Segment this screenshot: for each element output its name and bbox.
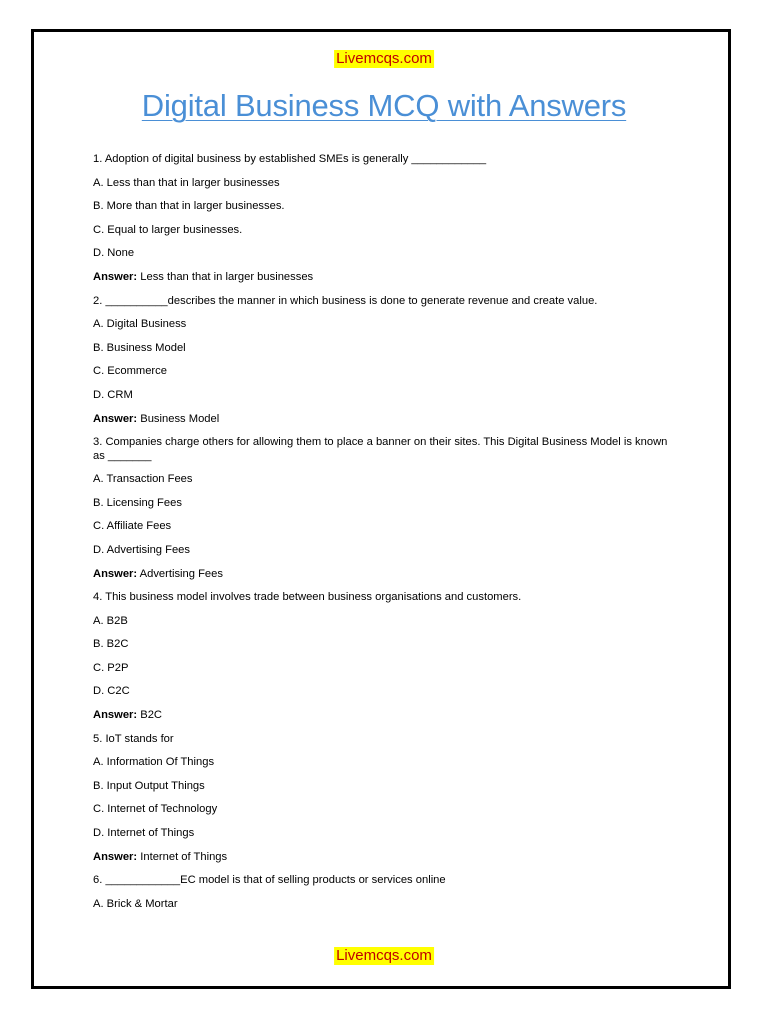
question-text: 5. IoT stands for — [93, 732, 174, 745]
option: A. Brick & Mortar — [93, 897, 178, 910]
option: C. Ecommerce — [93, 365, 167, 378]
option: B. Business Model — [93, 341, 186, 354]
option: B. B2C — [93, 638, 129, 651]
option: C. P2P — [93, 661, 129, 674]
answer-text: Internet of Things — [140, 850, 228, 863]
answer-line — [93, 850, 673, 864]
answer-text: B2C — [140, 709, 163, 722]
answer-label: Answer: — [93, 850, 138, 863]
option: D. Advertising Fees — [93, 543, 190, 556]
option: A. Information Of Things — [93, 756, 215, 769]
option: A. Transaction Fees — [93, 473, 193, 486]
question-text: 1. Adoption of digital business by established SMEs is generally ____________ — [93, 153, 487, 165]
question-text: 2. __________describes the manner in which business is done to generate revenue and create value. — [93, 294, 598, 307]
question-text: 6. ____________EC model is that of selling products or services online — [93, 874, 446, 887]
option: C. Equal to larger businesses. — [93, 223, 243, 236]
answer-label: Answer: — [93, 567, 138, 580]
option: B. Input Output Things — [93, 779, 205, 792]
option: C. Internet of Technology — [93, 803, 218, 816]
option: A. Digital Business — [93, 318, 187, 331]
option: D. None — [93, 247, 135, 260]
option: D. C2C — [93, 685, 130, 698]
answer-text: Business Model — [140, 412, 220, 425]
question-text: 4. This business model involves trade between business organisations and customers. — [93, 591, 522, 604]
option: A. Less than that in larger businesses — [93, 176, 280, 189]
answer-line — [93, 708, 673, 722]
option: C. Affiliate Fees — [93, 520, 172, 533]
answer-line — [93, 270, 673, 284]
answer-line — [93, 412, 673, 426]
option: A. B2B — [93, 614, 128, 627]
page-title: Digital Business MCQ with Answers — [141, 88, 627, 123]
answer-label: Answer: — [93, 709, 138, 722]
option: B. More than that in larger businesses. — [93, 200, 285, 213]
site-link-top[interactable]: Livemcqs.com — [336, 50, 432, 67]
option: D. Internet of Things — [93, 827, 195, 840]
option: B. Licensing Fees — [93, 496, 182, 509]
question-text: 3. Companies charge others for allowing them to place a banner on their sites. This Digital Business Model is known as _______ — [93, 436, 668, 463]
mcq-list — [93, 152, 673, 920]
answer-text: Advertising Fees — [139, 567, 223, 580]
answer-label: Answer: — [93, 270, 138, 283]
site-link-bottom[interactable]: Livemcqs.com — [336, 947, 432, 964]
answer-text: Less than that in larger businesses — [140, 270, 314, 283]
answer-line — [93, 567, 673, 581]
answer-label: Answer: — [93, 412, 138, 425]
option: D. CRM — [93, 388, 133, 401]
